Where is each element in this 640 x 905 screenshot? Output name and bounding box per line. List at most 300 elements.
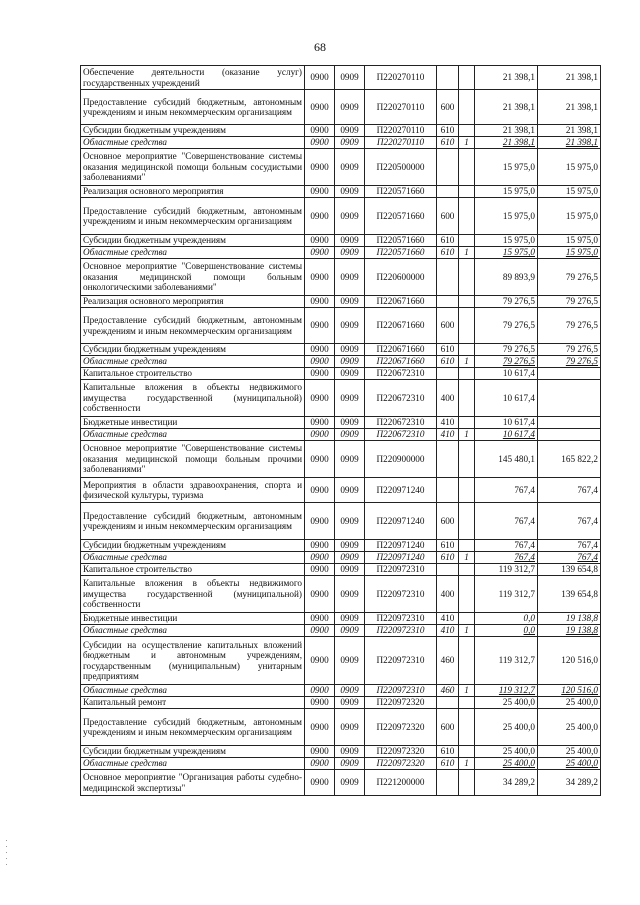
funding-source-code — [459, 259, 475, 296]
table-row — [81, 758, 601, 770]
expense-type-code — [437, 441, 459, 478]
grbs-code: 0900 — [305, 709, 335, 746]
amount-year-1: 21 398,1 — [475, 66, 538, 90]
expense-type-code — [437, 186, 459, 198]
section-code: 0909 — [335, 368, 365, 380]
funding-source-code: 1 — [459, 137, 475, 149]
article-code: П220972310 — [365, 576, 437, 613]
grbs-code: 0900 — [305, 380, 335, 417]
amount-year-2: 165 822,2 — [538, 441, 601, 478]
article-code: П220900000 — [365, 441, 437, 478]
expense-type-code — [437, 296, 459, 308]
amount-year-2 — [538, 380, 601, 417]
funding-source-code — [459, 709, 475, 746]
grbs-code: 0900 — [305, 685, 335, 697]
row-name: Предоставление субсидий бюджетным, автономным учреждениям и иным некоммерческим организациям — [81, 709, 305, 746]
funding-source-code: 1 — [459, 247, 475, 259]
article-code: П220972310 — [365, 613, 437, 625]
expense-type-code: 610 — [437, 540, 459, 552]
amount-year-1: 15 975,0 — [475, 186, 538, 198]
grbs-code: 0900 — [305, 368, 335, 380]
table-row — [81, 429, 601, 441]
row-name: Основное мероприятие "Совершенствование системы оказания медицинской помощи больным прочими заболеваниями" — [81, 441, 305, 478]
article-code: П220571660 — [365, 247, 437, 259]
funding-source-code — [459, 125, 475, 137]
table-row — [81, 746, 601, 758]
row-name: Областные средства — [81, 137, 305, 149]
grbs-code: 0900 — [305, 625, 335, 637]
table-row — [81, 198, 601, 235]
section-code: 0909 — [335, 697, 365, 709]
amount-year-1: 15 975,0 — [475, 247, 538, 259]
funding-source-code — [459, 564, 475, 576]
amount-year-2: 19 138,8 — [538, 613, 601, 625]
article-code: П220972310 — [365, 625, 437, 637]
article-code: П220671660 — [365, 356, 437, 368]
amount-year-2: 120 516,0 — [538, 685, 601, 697]
grbs-code: 0900 — [305, 564, 335, 576]
expense-type-code — [437, 66, 459, 90]
section-code: 0909 — [335, 344, 365, 356]
article-code: П220571660 — [365, 186, 437, 198]
expense-type-code — [437, 149, 459, 186]
expense-type-code: 610 — [437, 344, 459, 356]
article-code: П220972320 — [365, 709, 437, 746]
grbs-code: 0900 — [305, 149, 335, 186]
funding-source-code — [459, 576, 475, 613]
article-code: П220671660 — [365, 308, 437, 344]
table-row — [81, 380, 601, 417]
expense-type-code — [437, 368, 459, 380]
budget-table-body — [81, 66, 601, 796]
expense-type-code: 460 — [437, 637, 459, 685]
amount-year-2: 21 398,1 — [538, 90, 601, 125]
funding-source-code — [459, 478, 475, 503]
section-code: 0909 — [335, 746, 365, 758]
article-code: П220672310 — [365, 417, 437, 429]
expense-type-code — [437, 770, 459, 796]
row-name: Предоставление субсидий бюджетным, автономным учреждениям и иным некоммерческим организациям — [81, 308, 305, 344]
article-code: П220671660 — [365, 296, 437, 308]
amount-year-2: 21 398,1 — [538, 137, 601, 149]
row-name: Капитальные вложения в объекты недвижимого имущества государственной (муниципальной) собственности — [81, 380, 305, 417]
row-name: Предоставление субсидий бюджетным, автономным учреждениям и иным некоммерческим организациям — [81, 198, 305, 235]
scan-margin-marks — [6, 840, 9, 880]
section-code: 0909 — [335, 235, 365, 247]
row-name: Областные средства — [81, 625, 305, 637]
amount-year-2: 767,4 — [538, 552, 601, 564]
expense-type-code: 610 — [437, 137, 459, 149]
section-code: 0909 — [335, 758, 365, 770]
row-name: Предоставление субсидий бюджетным, автономным учреждениям и иным некоммерческим организациям — [81, 503, 305, 540]
funding-source-code — [459, 540, 475, 552]
table-row — [81, 149, 601, 186]
grbs-code: 0900 — [305, 441, 335, 478]
amount-year-2 — [538, 417, 601, 429]
amount-year-1: 767,4 — [475, 478, 538, 503]
grbs-code: 0900 — [305, 478, 335, 503]
expense-type-code: 610 — [437, 552, 459, 564]
amount-year-1: 21 398,1 — [475, 137, 538, 149]
amount-year-1: 0,0 — [475, 625, 538, 637]
expense-type-code: 600 — [437, 308, 459, 344]
grbs-code: 0900 — [305, 247, 335, 259]
article-code: П220972310 — [365, 685, 437, 697]
amount-year-2: 767,4 — [538, 503, 601, 540]
article-code: П220972320 — [365, 746, 437, 758]
row-name: Субсидии бюджетным учреждениям — [81, 235, 305, 247]
funding-source-code — [459, 770, 475, 796]
funding-source-code — [459, 235, 475, 247]
grbs-code: 0900 — [305, 296, 335, 308]
article-code: П220972310 — [365, 564, 437, 576]
amount-year-1: 79 276,5 — [475, 308, 538, 344]
row-name: Областные средства — [81, 356, 305, 368]
row-name: Областные средства — [81, 247, 305, 259]
table-row — [81, 235, 601, 247]
row-name: Субсидии бюджетным учреждениям — [81, 125, 305, 137]
expense-type-code: 610 — [437, 235, 459, 247]
amount-year-2: 15 975,0 — [538, 247, 601, 259]
amount-year-1: 767,4 — [475, 540, 538, 552]
amount-year-1: 34 289,2 — [475, 770, 538, 796]
row-name: Основное мероприятие "Совершенствование системы оказания медицинской помощи больным сосудистыми заболеваниями" — [81, 149, 305, 186]
amount-year-1: 145 480,1 — [475, 441, 538, 478]
funding-source-code — [459, 417, 475, 429]
row-name: Субсидии на осуществление капитальных вложений бюджетным и автономным учреждениям, государственным (муниципальным) унитарным предприятиям — [81, 637, 305, 685]
table-row — [81, 247, 601, 259]
table-row — [81, 770, 601, 796]
table-row — [81, 296, 601, 308]
funding-source-code — [459, 613, 475, 625]
amount-year-2: 25 400,0 — [538, 758, 601, 770]
amount-year-1: 89 893,9 — [475, 259, 538, 296]
section-code: 0909 — [335, 380, 365, 417]
amount-year-2: 19 138,8 — [538, 625, 601, 637]
amount-year-2 — [538, 429, 601, 441]
amount-year-1: 10 617,4 — [475, 368, 538, 380]
funding-source-code: 1 — [459, 356, 475, 368]
section-code: 0909 — [335, 186, 365, 198]
amount-year-2: 21 398,1 — [538, 66, 601, 90]
funding-source-code: 1 — [459, 429, 475, 441]
row-name: Областные средства — [81, 552, 305, 564]
grbs-code: 0900 — [305, 637, 335, 685]
row-name: Субсидии бюджетным учреждениям — [81, 344, 305, 356]
row-name: Капитальные вложения в объекты недвижимого имущества государственной (муниципальной) собственности — [81, 576, 305, 613]
amount-year-1: 10 617,4 — [475, 429, 538, 441]
amount-year-1: 25 400,0 — [475, 746, 538, 758]
article-code: П221200000 — [365, 770, 437, 796]
grbs-code: 0900 — [305, 540, 335, 552]
funding-source-code — [459, 697, 475, 709]
article-code: П220571660 — [365, 235, 437, 247]
article-code: П220270110 — [365, 137, 437, 149]
section-code: 0909 — [335, 198, 365, 235]
amount-year-2: 139 654,8 — [538, 564, 601, 576]
funding-source-code — [459, 380, 475, 417]
grbs-code: 0900 — [305, 198, 335, 235]
grbs-code: 0900 — [305, 429, 335, 441]
grbs-code: 0900 — [305, 746, 335, 758]
funding-source-code — [459, 368, 475, 380]
section-code: 0909 — [335, 429, 365, 441]
table-row — [81, 709, 601, 746]
funding-source-code — [459, 296, 475, 308]
article-code: П220500000 — [365, 149, 437, 186]
table-row — [81, 356, 601, 368]
article-code: П220972320 — [365, 758, 437, 770]
article-code: П220672310 — [365, 368, 437, 380]
article-code: П220270110 — [365, 66, 437, 90]
table-row — [81, 186, 601, 198]
amount-year-2: 25 400,0 — [538, 697, 601, 709]
table-row — [81, 417, 601, 429]
section-code: 0909 — [335, 296, 365, 308]
table-row — [81, 576, 601, 613]
funding-source-code — [459, 198, 475, 235]
funding-source-code — [459, 149, 475, 186]
amount-year-1: 10 617,4 — [475, 417, 538, 429]
expense-type-code: 600 — [437, 90, 459, 125]
funding-source-code: 1 — [459, 625, 475, 637]
row-name: Предоставление субсидий бюджетным, автономным учреждениям и иным некоммерческим организациям — [81, 90, 305, 125]
section-code: 0909 — [335, 149, 365, 186]
amount-year-1: 15 975,0 — [475, 198, 538, 235]
amount-year-2: 15 975,0 — [538, 198, 601, 235]
table-row — [81, 697, 601, 709]
section-code: 0909 — [335, 417, 365, 429]
amount-year-2: 79 276,5 — [538, 259, 601, 296]
section-code: 0909 — [335, 709, 365, 746]
amount-year-2: 15 975,0 — [538, 149, 601, 186]
expense-type-code: 610 — [437, 125, 459, 137]
section-code: 0909 — [335, 564, 365, 576]
funding-source-code — [459, 90, 475, 125]
grbs-code: 0900 — [305, 356, 335, 368]
row-name: Бюджетные инвестиции — [81, 417, 305, 429]
expense-type-code: 410 — [437, 429, 459, 441]
expense-type-code — [437, 697, 459, 709]
amount-year-1: 767,4 — [475, 552, 538, 564]
section-code: 0909 — [335, 613, 365, 625]
article-code: П220672310 — [365, 380, 437, 417]
table-row — [81, 552, 601, 564]
expense-type-code: 610 — [437, 758, 459, 770]
section-code: 0909 — [335, 540, 365, 552]
funding-source-code — [459, 344, 475, 356]
grbs-code: 0900 — [305, 770, 335, 796]
grbs-code: 0900 — [305, 259, 335, 296]
grbs-code: 0900 — [305, 308, 335, 344]
amount-year-1: 79 276,5 — [475, 344, 538, 356]
amount-year-1: 79 276,5 — [475, 296, 538, 308]
section-code: 0909 — [335, 637, 365, 685]
amount-year-1: 25 400,0 — [475, 758, 538, 770]
amount-year-1: 25 400,0 — [475, 709, 538, 746]
amount-year-1: 10 617,4 — [475, 380, 538, 417]
grbs-code: 0900 — [305, 613, 335, 625]
expense-type-code: 400 — [437, 380, 459, 417]
expense-type-code: 600 — [437, 709, 459, 746]
section-code: 0909 — [335, 478, 365, 503]
table-row — [81, 308, 601, 344]
table-row — [81, 125, 601, 137]
expense-type-code: 600 — [437, 503, 459, 540]
section-code: 0909 — [335, 503, 365, 540]
row-name: Обеспечение деятельности (оказание услуг) государственных учреждений — [81, 66, 305, 90]
grbs-code: 0900 — [305, 417, 335, 429]
expense-type-code: 610 — [437, 356, 459, 368]
table-row — [81, 441, 601, 478]
row-name: Областные средства — [81, 758, 305, 770]
amount-year-2 — [538, 368, 601, 380]
table-row — [81, 368, 601, 380]
grbs-code: 0900 — [305, 66, 335, 90]
grbs-code: 0900 — [305, 137, 335, 149]
row-name: Субсидии бюджетным учреждениям — [81, 746, 305, 758]
amount-year-2: 21 398,1 — [538, 125, 601, 137]
section-code: 0909 — [335, 308, 365, 344]
amount-year-1: 119 312,7 — [475, 564, 538, 576]
grbs-code: 0900 — [305, 186, 335, 198]
grbs-code: 0900 — [305, 697, 335, 709]
table-row — [81, 90, 601, 125]
expense-type-code: 610 — [437, 247, 459, 259]
table-row — [81, 625, 601, 637]
section-code: 0909 — [335, 66, 365, 90]
amount-year-1: 119 312,7 — [475, 685, 538, 697]
amount-year-1: 25 400,0 — [475, 697, 538, 709]
expense-type-code: 410 — [437, 625, 459, 637]
amount-year-1: 79 276,5 — [475, 356, 538, 368]
amount-year-2: 79 276,5 — [538, 356, 601, 368]
section-code: 0909 — [335, 552, 365, 564]
expense-type-code — [437, 564, 459, 576]
funding-source-code — [459, 637, 475, 685]
amount-year-2: 79 276,5 — [538, 308, 601, 344]
expense-type-code — [437, 259, 459, 296]
section-code: 0909 — [335, 356, 365, 368]
section-code: 0909 — [335, 125, 365, 137]
amount-year-1: 15 975,0 — [475, 149, 538, 186]
grbs-code: 0900 — [305, 90, 335, 125]
row-name: Мероприятия в области здравоохранения, спорта и физической культуры, туризма — [81, 478, 305, 503]
amount-year-2: 79 276,5 — [538, 296, 601, 308]
row-name: Основное мероприятие "Организация работы судебно-медицинской экспертизы" — [81, 770, 305, 796]
row-name: Областные средства — [81, 685, 305, 697]
article-code: П220600000 — [365, 259, 437, 296]
article-code: П220971240 — [365, 540, 437, 552]
amount-year-1: 767,4 — [475, 503, 538, 540]
grbs-code: 0900 — [305, 758, 335, 770]
funding-source-code: 1 — [459, 685, 475, 697]
table-row — [81, 685, 601, 697]
grbs-code: 0900 — [305, 125, 335, 137]
amount-year-2: 25 400,0 — [538, 746, 601, 758]
amount-year-1: 119 312,7 — [475, 637, 538, 685]
grbs-code: 0900 — [305, 344, 335, 356]
table-row — [81, 259, 601, 296]
budget-table — [80, 65, 601, 796]
article-code: П220971240 — [365, 552, 437, 564]
funding-source-code — [459, 66, 475, 90]
row-name: Реализация основного мероприятия — [81, 296, 305, 308]
row-name: Основное мероприятие "Совершенствование системы оказания медицинской помощи больным онкологическими заболеваниями" — [81, 259, 305, 296]
amount-year-2: 25 400,0 — [538, 709, 601, 746]
expense-type-code: 410 — [437, 417, 459, 429]
section-code: 0909 — [335, 247, 365, 259]
amount-year-2: 15 975,0 — [538, 186, 601, 198]
article-code: П220971240 — [365, 478, 437, 503]
section-code: 0909 — [335, 137, 365, 149]
expense-type-code: 400 — [437, 576, 459, 613]
amount-year-2: 120 516,0 — [538, 637, 601, 685]
funding-source-code: 1 — [459, 758, 475, 770]
amount-year-2: 767,4 — [538, 478, 601, 503]
amount-year-2: 767,4 — [538, 540, 601, 552]
table-row — [81, 478, 601, 503]
expense-type-code: 460 — [437, 685, 459, 697]
amount-year-1: 0,0 — [475, 613, 538, 625]
section-code: 0909 — [335, 576, 365, 613]
article-code: П220672310 — [365, 429, 437, 441]
table-row — [81, 503, 601, 540]
amount-year-2: 15 975,0 — [538, 235, 601, 247]
section-code: 0909 — [335, 441, 365, 478]
funding-source-code — [459, 746, 475, 758]
article-code: П220972320 — [365, 697, 437, 709]
expense-type-code: 610 — [437, 746, 459, 758]
grbs-code: 0900 — [305, 235, 335, 247]
row-name: Бюджетные инвестиции — [81, 613, 305, 625]
article-code: П220571660 — [365, 198, 437, 235]
section-code: 0909 — [335, 625, 365, 637]
article-code: П220270110 — [365, 90, 437, 125]
table-row — [81, 613, 601, 625]
row-name: Капитальный ремонт — [81, 697, 305, 709]
table-row — [81, 637, 601, 685]
table-row — [81, 137, 601, 149]
funding-source-code: 1 — [459, 552, 475, 564]
amount-year-1: 15 975,0 — [475, 235, 538, 247]
article-code: П220671660 — [365, 344, 437, 356]
section-code: 0909 — [335, 685, 365, 697]
amount-year-2: 79 276,5 — [538, 344, 601, 356]
table-row — [81, 540, 601, 552]
table-row — [81, 564, 601, 576]
expense-type-code: 410 — [437, 613, 459, 625]
amount-year-2: 139 654,8 — [538, 576, 601, 613]
article-code: П220270110 — [365, 125, 437, 137]
row-name: Капитальное строительство — [81, 368, 305, 380]
funding-source-code — [459, 441, 475, 478]
amount-year-1: 119 312,7 — [475, 576, 538, 613]
funding-source-code — [459, 308, 475, 344]
section-code: 0909 — [335, 770, 365, 796]
row-name: Капитальное строительство — [81, 564, 305, 576]
expense-type-code — [437, 478, 459, 503]
grbs-code: 0900 — [305, 576, 335, 613]
row-name: Областные средства — [81, 429, 305, 441]
grbs-code: 0900 — [305, 552, 335, 564]
table-row — [81, 344, 601, 356]
section-code: 0909 — [335, 90, 365, 125]
amount-year-1: 21 398,1 — [475, 125, 538, 137]
table-row — [81, 66, 601, 90]
funding-source-code — [459, 503, 475, 540]
amount-year-1: 21 398,1 — [475, 90, 538, 125]
